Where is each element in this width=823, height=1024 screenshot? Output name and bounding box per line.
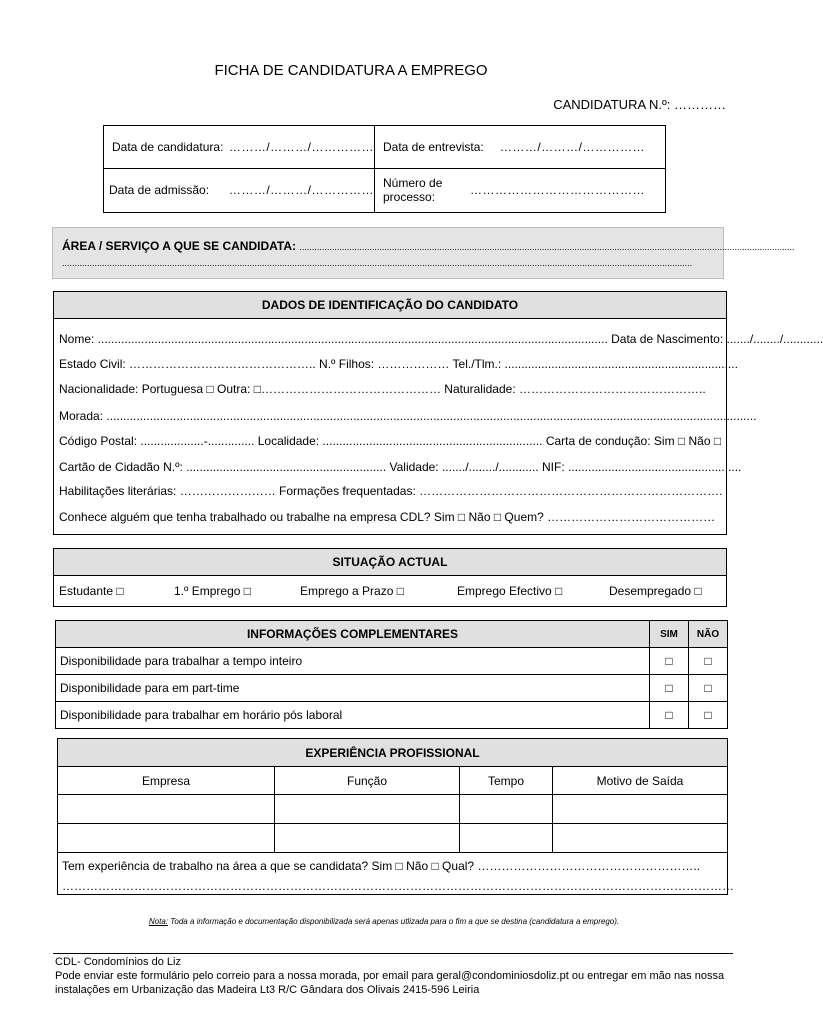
sim-header: SIM bbox=[650, 621, 689, 648]
conhece-alguem-line[interactable]: Conhece alguém que tenha trabalhado ou trabalhe na empresa CDL? Sim □ Não □ Quem? …………………………………… bbox=[59, 510, 716, 524]
footer-address: instalações em Urbanização das Madeira Lt3 R/C Gândara dos Olivais 2415-596 Leiria bbox=[55, 984, 480, 996]
candidatura-date-fill: ………/………/…………… bbox=[228, 140, 374, 154]
informacoes-title: INFORMAÇÕES COMPLEMENTARES bbox=[56, 621, 650, 648]
experiencia-question-text: Tem experiência de trabalho na área a que se candidata? Sim □ Não □ Qual? ……………………………………………….. bbox=[62, 859, 701, 873]
experiencia-question-dots: …………………………………………………………………………………………………………………………………………………… bbox=[62, 879, 734, 893]
table-row bbox=[56, 675, 728, 702]
info-row-label: Disponibilidade para em part-time bbox=[56, 675, 650, 702]
entrevista-date-field[interactable] bbox=[375, 126, 645, 168]
candidatura-date-label: Data de candidatura: bbox=[112, 140, 224, 154]
nao-checkbox[interactable]: □ bbox=[689, 648, 728, 675]
col-motivo-saida: Motivo de Saída bbox=[553, 767, 728, 795]
area-label: ÁREA / SERVIÇO A QUE SE CANDIDATA: bbox=[62, 239, 297, 253]
processo-number-label: Número de processo: bbox=[383, 176, 443, 204]
table-row bbox=[56, 702, 728, 729]
cartao-cidadao-line[interactable]: Cartão de Cidadão N.º: ............................................................ Validade: ......./......../............ NIF: .................................................... bbox=[59, 460, 742, 474]
empresa-cell[interactable] bbox=[58, 795, 275, 824]
table-row bbox=[58, 795, 727, 824]
col-funcao: Função bbox=[275, 767, 460, 795]
footer-company: CDL- Condomínios do Liz bbox=[55, 956, 181, 968]
nome-line[interactable]: Nome: ......................................................................................................................................................... Data de Nascimento: ......./......../............ bbox=[59, 332, 823, 346]
table-row bbox=[58, 824, 727, 853]
empresa-cell[interactable] bbox=[58, 824, 275, 853]
informacoes-table bbox=[55, 620, 728, 729]
codigo-postal-line[interactable]: Código Postal: ...................-.............. Localidade: .................................................................. Carta de condução: Sim □ Não □ bbox=[59, 434, 722, 448]
candidatura-date-field[interactable] bbox=[104, 126, 374, 168]
motivo-cell[interactable] bbox=[553, 824, 728, 853]
nao-checkbox[interactable]: □ bbox=[689, 702, 728, 729]
dates-divider-vertical bbox=[374, 126, 375, 212]
experiencia-title: EXPERIÊNCIA PROFISSIONAL bbox=[58, 739, 727, 767]
identificacao-section bbox=[53, 291, 823, 535]
candidatura-number: CANDIDATURA N.º: ………… bbox=[553, 97, 726, 112]
area-dots-line2: ............................................................................................................................................................................................................................................................ bbox=[62, 258, 693, 268]
habilitacoes-line[interactable]: Habilitações literárias: …………………… Formações frequentadas: …………………………………………………………………. bbox=[59, 484, 723, 498]
footer-divider bbox=[53, 953, 733, 954]
processo-number-field[interactable] bbox=[375, 169, 645, 211]
processo-number-fill: …………………………………… bbox=[470, 183, 645, 197]
admissao-date-field[interactable] bbox=[104, 169, 374, 211]
morada-line[interactable]: Morada: ................................................................................................................................................................................................... bbox=[59, 409, 757, 423]
funcao-cell[interactable] bbox=[275, 824, 460, 853]
funcao-cell[interactable] bbox=[275, 795, 460, 824]
estado-civil-line[interactable]: Estado Civil: ……………………………………….. N.º Filhos: ……………… Tel./Tlm.: ...................................................................... bbox=[59, 357, 738, 371]
experiencia-question[interactable] bbox=[58, 853, 734, 904]
footer bbox=[55, 955, 735, 997]
option-desempregado[interactable]: Desempregado □ bbox=[609, 584, 702, 598]
situacao-section bbox=[53, 548, 727, 607]
tempo-cell[interactable] bbox=[460, 824, 553, 853]
option-emprego-efectivo[interactable]: Emprego Efectivo □ bbox=[457, 584, 563, 598]
tempo-cell[interactable] bbox=[460, 795, 553, 824]
col-tempo: Tempo bbox=[460, 767, 553, 795]
nao-header: NÃO bbox=[689, 621, 728, 648]
experiencia-section bbox=[57, 738, 734, 895]
motivo-cell[interactable] bbox=[553, 795, 728, 824]
info-row-label: Disponibilidade para trabalhar a tempo inteiro bbox=[56, 648, 650, 675]
note bbox=[0, 917, 768, 926]
footer-instructions: Pode enviar este formulário pelo correio para a nossa morada, por email para geral@condominiosdoliz.pt ou entregar em mão nas nossa bbox=[55, 970, 725, 982]
sim-checkbox[interactable]: □ bbox=[650, 702, 689, 729]
identificacao-title: DADOS DE IDENTIFICAÇÃO DO CANDIDATO bbox=[54, 292, 726, 319]
area-dots-line1: ...................................................................................................................................................................................................... bbox=[299, 242, 795, 252]
area-field[interactable] bbox=[52, 227, 795, 279]
admissao-date-fill: ………/………/…………… bbox=[228, 183, 374, 197]
dates-divider-horizontal bbox=[104, 168, 665, 169]
form-title: FICHA DE CANDIDATURA A EMPREGO bbox=[214, 62, 488, 79]
nao-checkbox[interactable]: □ bbox=[689, 675, 728, 702]
nacionalidade-line[interactable]: Nacionalidade: Portuguesa □ Outra: □……………………………………… Naturalidade: ……………………………………….. bbox=[59, 382, 706, 396]
sim-checkbox[interactable]: □ bbox=[650, 648, 689, 675]
note-text: Toda a informação e documentação disponibilizada será apenas utlizada para o fim a que se destina (candidatura a emprego). bbox=[168, 917, 620, 926]
note-label: Nota: bbox=[148, 917, 168, 926]
entrevista-date-label: Data de entrevista: bbox=[383, 140, 484, 154]
option-primeiro-emprego[interactable]: 1.º Emprego □ bbox=[174, 584, 251, 598]
situacao-title: SITUAÇÃO ACTUAL bbox=[54, 549, 726, 576]
option-estudante[interactable]: Estudante □ bbox=[59, 584, 124, 598]
entrevista-date-fill: ………/………/…………… bbox=[499, 140, 645, 154]
admissao-date-label: Data de admissão: bbox=[109, 183, 210, 197]
dates-box bbox=[103, 125, 666, 213]
sim-checkbox[interactable]: □ bbox=[650, 675, 689, 702]
col-empresa: Empresa bbox=[58, 767, 275, 795]
table-row bbox=[56, 648, 728, 675]
option-emprego-prazo[interactable]: Emprego a Prazo □ bbox=[300, 584, 404, 598]
info-row-label: Disponibilidade para trabalhar em horário pós laboral bbox=[56, 702, 650, 729]
